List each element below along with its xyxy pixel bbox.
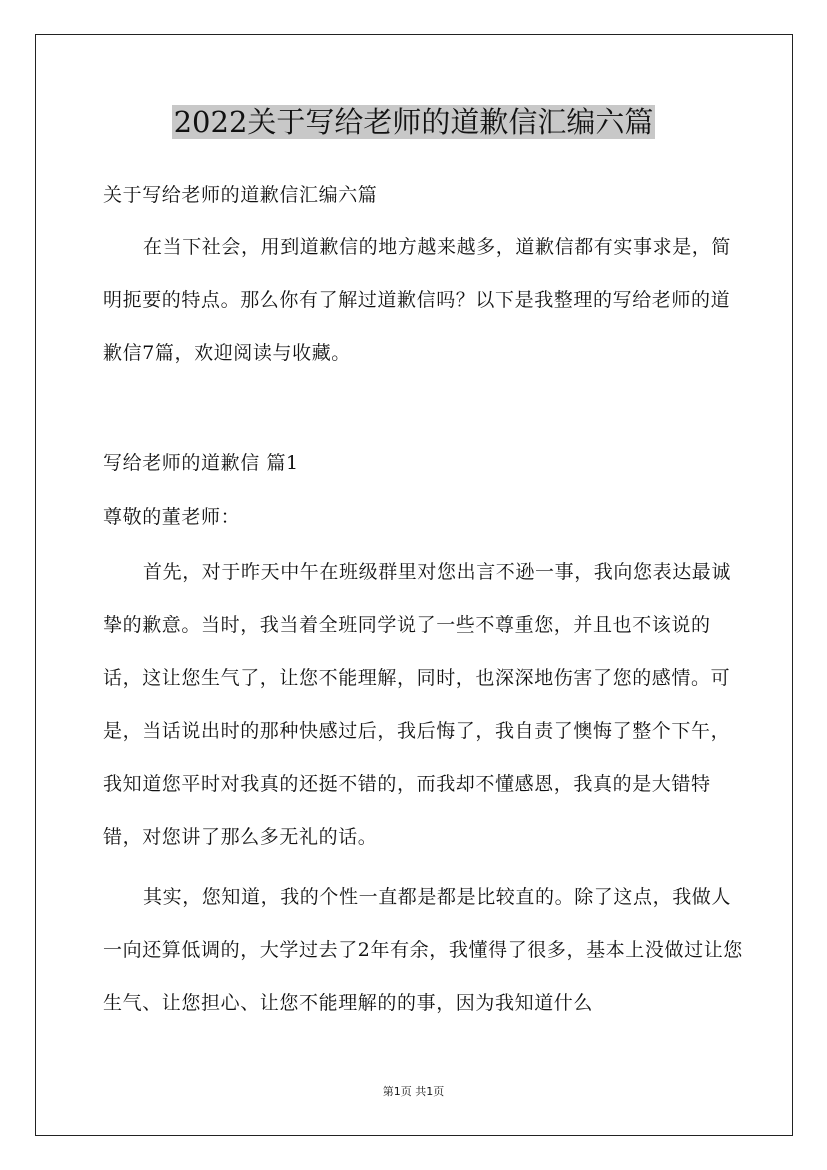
body-paragraph-1: 首先，对于昨天中午在班级群里对您出言不逊一事，我向您表达最诚挚的歉意。当时，我当着全班同学说了一些不尊重您，并且也不该说的话，这让您生气了，让您不能理解，同时，也深深地伤害了您的感情。可是，当话说出时的那种快感过后，我后悔了，我自责了懊悔了整个下午，我知道您平时对我真的还挺不错的，而我却不懂感恩，我真的是大错特错，对您讲了那么多无礼的话。	[103, 561, 732, 848]
document-title-text: 2022关于写给老师的道歉信汇编六篇	[173, 105, 654, 139]
document-title	[0, 102, 827, 142]
page-footer: 第1页 共1页	[382, 1085, 445, 1098]
document-subtitle: 关于写给老师的道歉信汇编六篇	[103, 184, 378, 206]
section-heading: 写给老师的道歉信 篇1	[103, 452, 299, 474]
intro-paragraph: 在当下社会，用到道歉信的地方越来越多，道歉信都有实事求是，简明扼要的特点。那么你有了解过道歉信吗？以下是我整理的写给老师的道歉信7篇，欢迎阅读与收藏。	[103, 236, 732, 364]
salutation: 尊敬的董老师：	[103, 506, 241, 528]
body-paragraph-2: 其实，您知道，我的个性一直都是都是比较直的。除了这点，我做人一向还算低调的，大学过去了2年有余，我懂得了很多，基本上没做过让您生气、让您担心、让您不能理解的的事，因为我知道什么	[103, 886, 743, 1014]
